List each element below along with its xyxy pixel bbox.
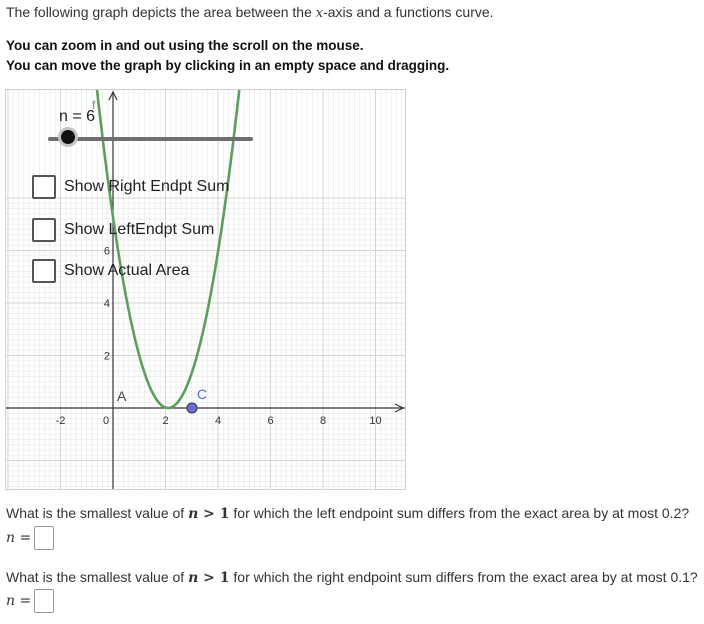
instruction-drag: You can move the graph by clicking in an empty space and dragging. xyxy=(6,58,450,73)
question-num: 1 xyxy=(219,506,230,522)
question-op: > xyxy=(198,570,220,586)
x-tick-label: 10 xyxy=(369,415,382,427)
answer-row-right xyxy=(6,589,54,613)
answer-prefix-eq: = xyxy=(15,530,32,546)
answer-prefix xyxy=(6,593,31,609)
question-text-after: for which the right endpoint sum differs from the exact area by at most 0.1? xyxy=(229,569,698,585)
answer-row-left xyxy=(6,526,54,550)
answer-input-left[interactable] xyxy=(34,526,54,550)
answer-prefix-eq: = xyxy=(15,593,32,609)
checkbox-label[interactable]: Show LeftEndpt Sum xyxy=(64,221,215,238)
intro-text-after: -axis and a functions curve. xyxy=(323,4,494,20)
instruction-zoom: You can zoom in and out using the scroll on the mouse. xyxy=(6,38,364,53)
n-slider-track[interactable] xyxy=(48,137,253,141)
x-tick-label: 8 xyxy=(319,415,327,427)
answer-prefix-var: n xyxy=(6,593,16,609)
function-label: f xyxy=(92,98,96,112)
answer-prefix xyxy=(6,530,31,546)
checkbox-box[interactable] xyxy=(32,175,56,199)
x-tick-label: 2 xyxy=(162,415,169,427)
question-text-before: What is the smallest value of xyxy=(6,569,189,585)
question-text-before: What is the smallest value of xyxy=(6,505,189,521)
n-slider-handle[interactable] xyxy=(61,130,75,144)
checkbox-actual-area[interactable] xyxy=(32,259,189,283)
point-c-label: C xyxy=(197,386,208,402)
y-tick-label: 4 xyxy=(103,298,110,310)
y-tick-label: 6 xyxy=(103,245,110,258)
question-left-endpoint xyxy=(6,505,689,522)
question-var: n xyxy=(188,506,199,522)
intro-text-before: The following graph depicts the area between the xyxy=(6,4,316,20)
x-tick-label: -2 xyxy=(55,415,66,427)
checkbox-box[interactable] xyxy=(32,218,56,242)
intro-math-var: x xyxy=(315,6,324,21)
point-a-label: A xyxy=(117,388,127,404)
checkbox-label[interactable]: Show Right Endpt Sum xyxy=(64,178,230,195)
question-right-endpoint xyxy=(6,569,698,586)
question-op: > xyxy=(198,506,220,522)
y-tick-label: 2 xyxy=(103,350,110,363)
question-text-after: for which the left endpoint sum differs from the exact area by at most 0.2? xyxy=(229,505,690,521)
answer-prefix-var: n xyxy=(6,530,16,546)
x-tick-label: 0 xyxy=(103,415,110,427)
question-num: 1 xyxy=(219,570,230,586)
checkbox-box[interactable] xyxy=(32,259,56,283)
answer-input-right[interactable] xyxy=(34,589,54,613)
checkbox-right-endpt[interactable] xyxy=(32,175,229,199)
grid-minor xyxy=(6,90,405,489)
checkbox-label[interactable]: Show Actual Area xyxy=(64,262,190,279)
intro-text xyxy=(6,4,494,21)
x-tick-label: 4 xyxy=(214,415,222,427)
point-c[interactable] xyxy=(187,403,197,413)
graph-applet[interactable] xyxy=(5,89,406,490)
graph-canvas[interactable] xyxy=(6,90,405,489)
x-tick-label: 6 xyxy=(267,415,274,427)
checkbox-left-endpt[interactable] xyxy=(32,218,214,242)
slider-label: n = 6 xyxy=(59,108,96,125)
question-var: n xyxy=(188,570,199,586)
